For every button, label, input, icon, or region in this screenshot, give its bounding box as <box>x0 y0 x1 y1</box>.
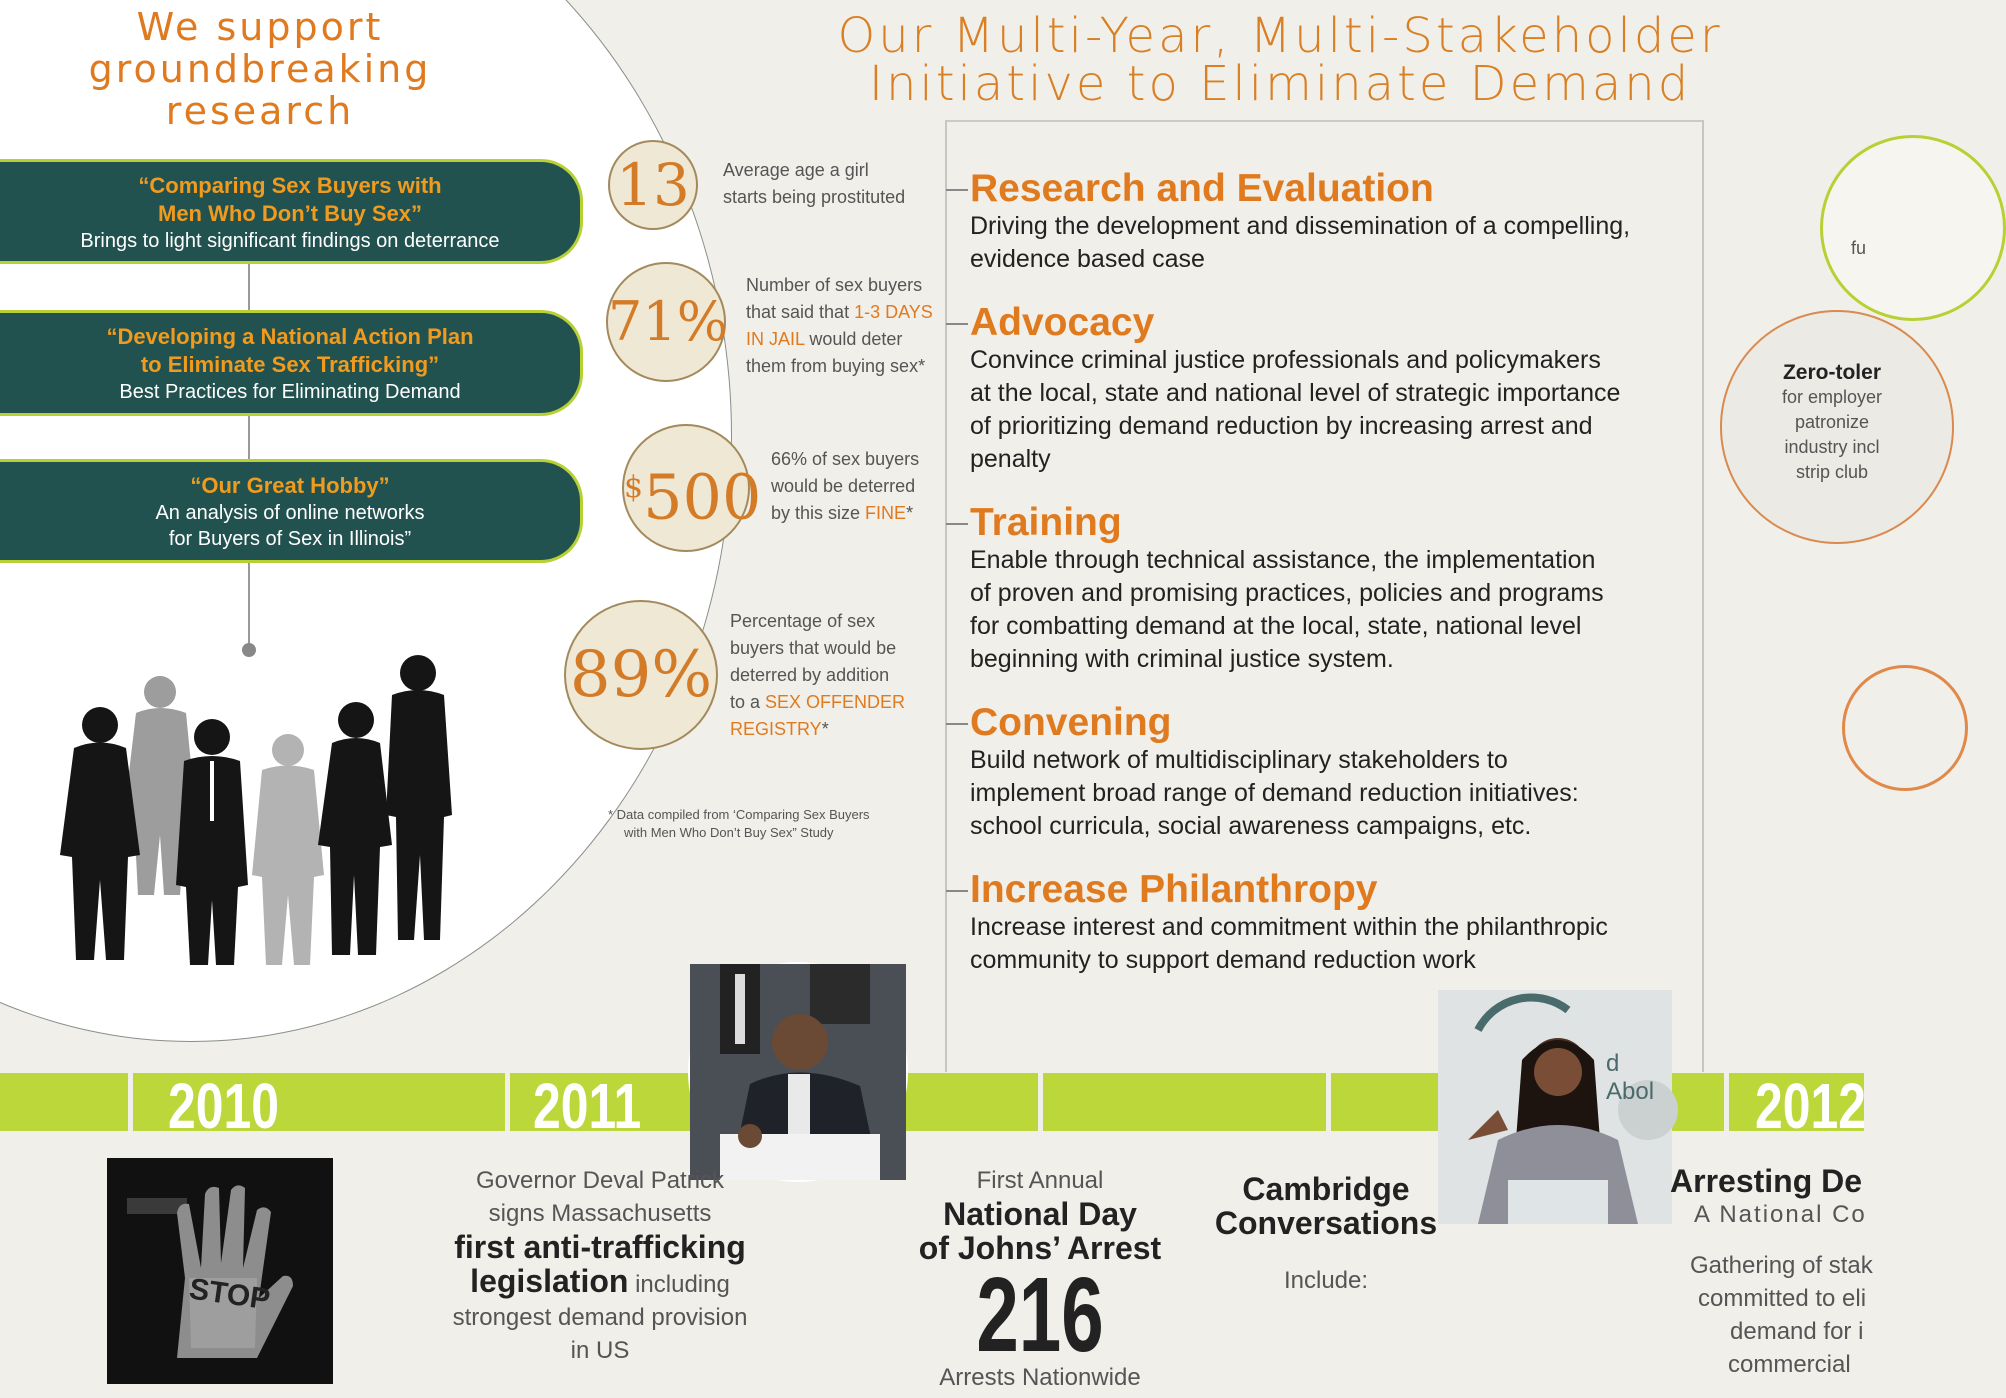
stat-line <box>771 500 919 527</box>
stat-line: 66% of sex buyers <box>771 449 920 469</box>
section-line: school curricula, social awareness campaigns, etc. <box>970 812 1532 840</box>
event-highlight: first anti-trafficking <box>454 1229 746 1265</box>
section-heading: Convening <box>970 701 1172 744</box>
column-divider <box>945 120 947 1072</box>
research-title-line: groundbreaking <box>88 47 432 91</box>
stat-line: Number of sex buyers <box>746 275 923 295</box>
stat-value: 13 <box>616 151 690 219</box>
section-heading: Training <box>970 501 1122 544</box>
stat-line <box>746 326 933 353</box>
stat-line: buyers that would be <box>730 638 897 658</box>
section-marker <box>946 323 968 325</box>
section-heading: Increase Philanthropy <box>970 868 1378 911</box>
stat-highlight: REGISTRY <box>730 719 822 739</box>
initiative-title <box>790 8 1770 112</box>
timeline-separator <box>1038 1073 1043 1131</box>
zero-tolerance-line: patronize <box>1794 412 1870 432</box>
event-line: Arrests Nationwide <box>939 1364 1141 1391</box>
section-line: Driving the development and dissemination of a compelling, <box>970 212 1631 240</box>
event-line: in US <box>570 1337 630 1364</box>
partial-circle <box>1842 665 1968 791</box>
stat-circle-fine <box>622 424 762 552</box>
zero-tolerance-heading: Zero-toler <box>1782 361 1881 384</box>
zero-tolerance-line: strip club <box>1795 462 1869 482</box>
timeline-event-legislation <box>430 1164 770 1367</box>
zero-tolerance-line: industry incl <box>1784 437 1880 457</box>
stat-value: 71% <box>608 290 729 353</box>
stop-hand-photo <box>107 1158 333 1384</box>
section-line: community to support demand reduction work <box>970 946 1476 974</box>
event-text: including <box>628 1271 730 1298</box>
data-footnote <box>608 806 870 842</box>
event-line: A National Co <box>1694 1201 1867 1228</box>
event-line: demand for i <box>1730 1318 1864 1345</box>
section-advocacy <box>970 302 1710 476</box>
divider <box>946 120 1702 122</box>
research-title-line: We support <box>136 5 384 49</box>
stop-hand-text: STOP <box>187 1272 273 1317</box>
governor-signing-image <box>690 964 906 1180</box>
stat-highlight: SEX OFFENDER <box>765 692 906 712</box>
section-convening <box>970 702 1710 843</box>
event-line: Include: <box>1283 1267 1369 1294</box>
event-line <box>430 1264 770 1301</box>
stat-description <box>723 157 905 211</box>
study-subtitle: An analysis of online networks <box>155 502 425 524</box>
timeline-separator <box>128 1073 133 1131</box>
governor-photo <box>688 962 908 1182</box>
event-line: committed to eli <box>1698 1285 1867 1312</box>
study-title: Men Who Don’t Buy Sex” <box>158 201 422 226</box>
timeline-event-arresting-demand <box>1670 1164 1900 1381</box>
event-highlight: National Day <box>943 1196 1137 1232</box>
section-line: beginning with criminal justice system. <box>970 645 1394 673</box>
stat-line <box>730 689 905 716</box>
study-subtitle: Brings to light significant findings on deterrance <box>80 230 500 252</box>
study-card[interactable] <box>0 459 583 563</box>
partial-circle <box>1820 135 2006 321</box>
stat-circle-registry <box>564 600 718 750</box>
men-silhouettes-image <box>40 665 460 985</box>
section-line: Increase interest and commitment within the philanthropic <box>970 913 1608 941</box>
stat-line: Percentage of sex <box>730 611 876 631</box>
stat-circle-age <box>608 140 698 230</box>
speaker-photo <box>1438 990 1672 1224</box>
section-line: for combatting demand at the local, state, national level <box>970 612 1582 640</box>
zero-tolerance-circle <box>1720 310 1954 544</box>
connector-line <box>248 558 250 646</box>
study-title: to Eliminate Sex Trafficking” <box>140 352 440 377</box>
stat-value <box>624 426 762 560</box>
section-line: Convince criminal justice professionals and policymakers <box>970 346 1601 374</box>
year-label: 2010 <box>168 1070 280 1142</box>
stat-description <box>746 272 933 380</box>
section-line: Build network of multidisciplinary stakeholders to <box>970 746 1508 774</box>
study-card[interactable] <box>0 310 583 416</box>
timeline-separator <box>1326 1073 1331 1131</box>
zero-tolerance-text <box>1752 360 1912 485</box>
connector-line <box>248 260 250 310</box>
timeline-event-johns-arrest <box>885 1164 1195 1394</box>
stat-text: would deter <box>804 329 903 349</box>
research-title-line: research <box>165 89 355 133</box>
study-title: “Comparing Sex Buyers with <box>138 173 442 198</box>
stat-line <box>730 716 905 743</box>
year-label: 2012 <box>1755 1070 1867 1142</box>
timeline-separator <box>1724 1073 1729 1131</box>
section-training <box>970 502 1710 676</box>
section-heading: Research and Evaluation <box>970 167 1434 210</box>
stat-text: * <box>906 503 914 523</box>
section-research <box>970 168 1710 276</box>
stat-line: deterred by addition <box>730 665 890 685</box>
section-marker <box>946 523 968 525</box>
connector-dot <box>242 643 256 657</box>
stat-highlight: IN JAIL <box>746 329 805 349</box>
stop-hand-icon <box>107 1158 333 1384</box>
stat-text: that said that <box>746 302 855 322</box>
event-line: Gathering of stak <box>1690 1252 1873 1279</box>
event-highlight: Arresting De <box>1670 1163 1863 1199</box>
event-highlight: Conversations <box>1214 1205 1438 1241</box>
stat-text: to a <box>730 692 766 712</box>
stat-value: 89% <box>569 638 713 712</box>
section-line: of proven and promising practices, policies and programs <box>970 579 1604 607</box>
study-title: “Our Great Hobby” <box>190 473 390 498</box>
stat-highlight: 1-3 DAYS <box>854 302 933 322</box>
event-highlight: legislation <box>470 1263 629 1299</box>
study-card[interactable] <box>0 159 583 264</box>
timeline-separator <box>505 1073 510 1131</box>
section-line: implement broad range of demand reduction initiatives: <box>970 779 1579 807</box>
stat-line: starts being prostituted <box>723 187 906 207</box>
stat-value-number: 500 <box>643 460 762 534</box>
initiative-title-line: Our Multi-Year, Multi-Stakeholder <box>837 8 1723 64</box>
event-line: signs Massachusetts <box>488 1200 712 1227</box>
footnote-line: with Men Who Don’t Buy Sex” Study <box>624 825 834 840</box>
initiative-title-line: Initiative to Eliminate Demand <box>868 56 1692 112</box>
stat-description <box>730 608 905 743</box>
partial-text: fu <box>1851 238 1867 258</box>
section-line: Enable through technical assistance, the implementation <box>970 546 1596 574</box>
event-line: commercial <box>1728 1351 1851 1378</box>
study-subtitle: Best Practices for Eliminating Demand <box>119 381 461 403</box>
section-marker <box>946 189 968 191</box>
zero-tolerance-line: for employer <box>1781 387 1883 407</box>
speaker-podium-image <box>1438 990 1672 1224</box>
connector-line <box>248 412 250 460</box>
section-marker <box>946 723 968 725</box>
event-line: Governor Deval Patrick <box>475 1167 725 1194</box>
section-line: evidence based case <box>970 245 1205 273</box>
stat-line: would be deterred <box>771 476 916 496</box>
stat-text: * <box>821 719 829 739</box>
podium-banner-text: d Abol <box>1606 1050 1655 1105</box>
event-highlight: Cambridge <box>1242 1171 1410 1207</box>
research-title <box>40 6 480 132</box>
study-subtitle: for Buyers of Sex in Illinois” <box>168 528 412 550</box>
stat-highlight: FINE <box>865 503 907 523</box>
section-line: at the local, state and national level of strategic importance <box>970 379 1621 407</box>
stat-value-sup: $ <box>624 470 644 505</box>
stat-line <box>746 299 933 326</box>
year-label: 2011 <box>533 1070 642 1142</box>
section-philanthropy <box>970 869 1710 977</box>
timeline-event-cambridge <box>1196 1172 1456 1297</box>
section-marker <box>946 890 968 892</box>
stat-line: them from buying sex* <box>746 356 926 376</box>
stat-line: Average age a girl <box>723 160 869 180</box>
study-title: “Developing a National Action Plan <box>106 324 474 349</box>
footnote-line: * Data compiled from ‘Comparing Sex Buyers <box>608 807 870 822</box>
stat-circle-jail <box>606 262 729 382</box>
event-line: strongest demand provision <box>452 1304 748 1331</box>
stat-description <box>771 446 919 527</box>
arrest-count: 216 <box>976 1256 1104 1374</box>
section-line: penalty <box>970 445 1051 473</box>
section-line: of prioritizing demand reduction by increasing arrest and <box>970 412 1593 440</box>
stat-text: by this size <box>771 503 866 523</box>
section-heading: Advocacy <box>970 301 1155 344</box>
event-highlight: of Johns’ Arrest <box>918 1230 1162 1266</box>
event-line: First Annual <box>976 1167 1104 1194</box>
